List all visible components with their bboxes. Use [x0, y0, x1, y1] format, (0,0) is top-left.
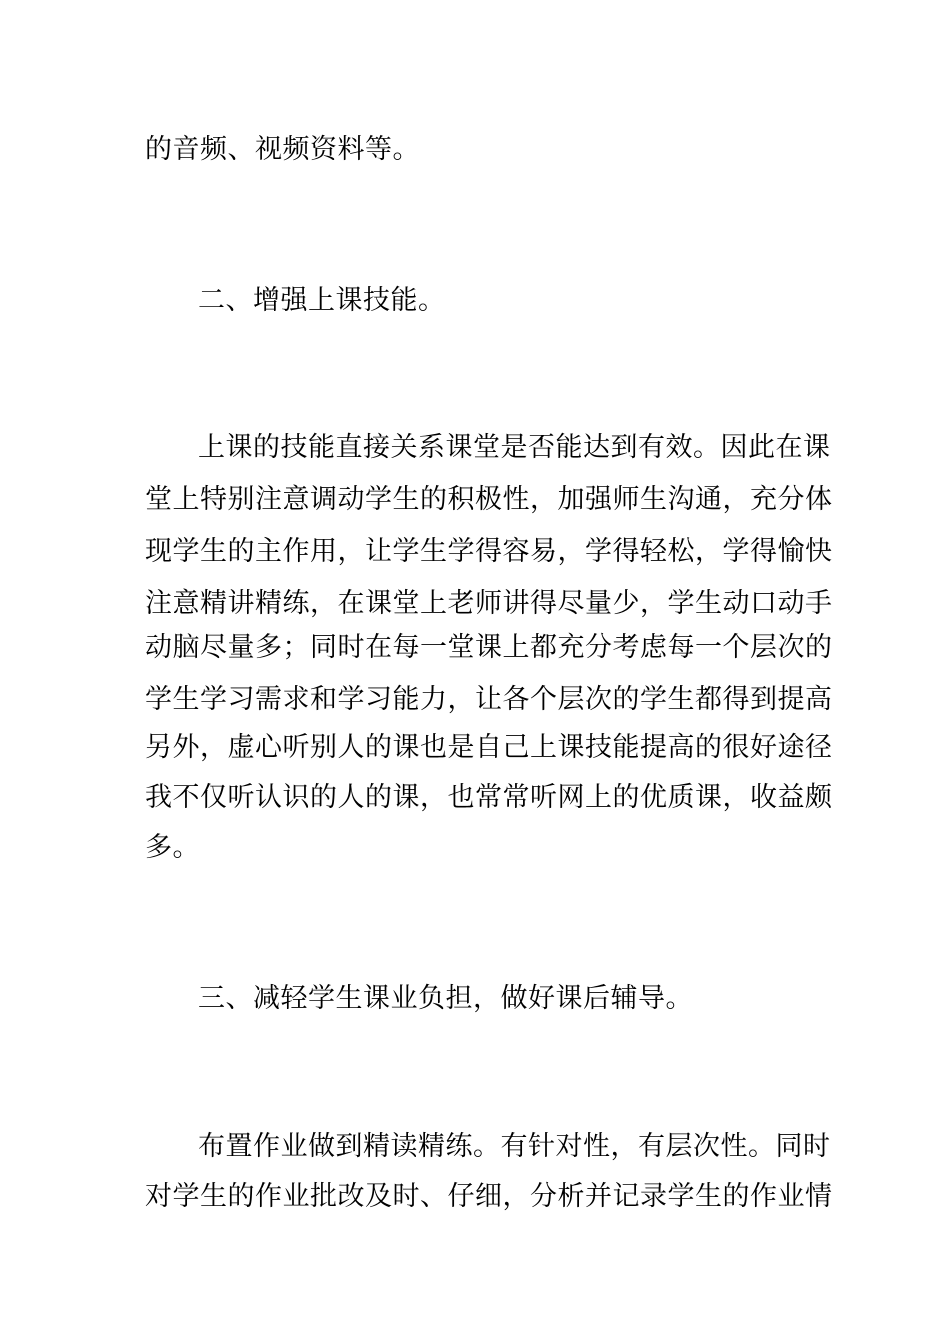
paragraph-line: 现学生的主作用，让学生学得容易，学得轻松，学得愉快 [145, 536, 833, 567]
paragraph-line: 的音频、视频资料等。 [145, 134, 420, 165]
paragraph-line: 对学生的作业批改及时、仔细，分析并记录学生的作业情 [145, 1181, 833, 1212]
section-heading-3: 三、减轻学生课业负担，做好课后辅导。 [198, 983, 693, 1014]
section-heading-2: 二、增强上课技能。 [198, 285, 446, 316]
paragraph-line: 多。 [145, 832, 200, 863]
paragraph-line: 学生学习需求和学习能力，让各个层次的学生都得到提高 [145, 684, 833, 715]
paragraph-line: 上课的技能直接关系课堂是否能达到有效。因此在课 [198, 432, 831, 463]
paragraph-line: 注意精讲精练，在课堂上老师讲得尽量少，学生动口动手 [145, 588, 833, 619]
paragraph-line: 布置作业做到精读精练。有针对性，有层次性。同时 [198, 1131, 831, 1162]
paragraph-line: 动脑尽量多；同时在每一堂课上都充分考虑每一个层次的 [145, 632, 833, 663]
paragraph-line: 另外，虚心听别人的课也是自己上课技能提高的很好途径 [145, 732, 833, 763]
paragraph-line: 堂上特别注意调动学生的积极性，加强师生沟通，充分体 [145, 484, 833, 515]
paragraph-line: 我不仅听认识的人的课，也常常听网上的优质课，收益颇 [145, 782, 833, 813]
